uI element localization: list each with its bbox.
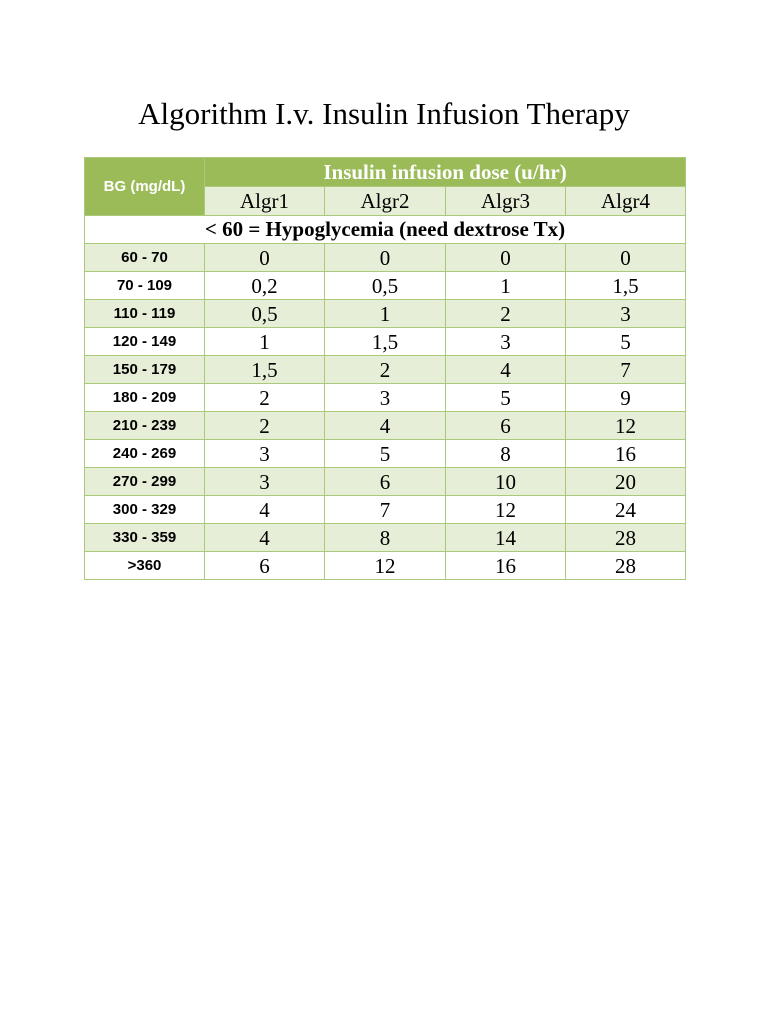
- dose-cell-algr2: 1: [325, 300, 446, 328]
- bg-range-cell: 180 - 209: [85, 384, 205, 412]
- dose-cell-algr3: 6: [446, 412, 566, 440]
- dose-cell-algr4: 5: [566, 328, 686, 356]
- bg-range-cell: >360: [85, 552, 205, 580]
- table-row: [85, 440, 686, 468]
- dose-column-header: Insulin infusion dose (u/hr): [205, 158, 686, 187]
- dose-cell-algr2: 8: [325, 524, 446, 552]
- dose-cell-algr2: 6: [325, 468, 446, 496]
- dose-cell-algr3: 0: [446, 244, 566, 272]
- dose-cell-algr2: 5: [325, 440, 446, 468]
- dose-cell-algr4: 3: [566, 300, 686, 328]
- bg-range-cell: 60 - 70: [85, 244, 205, 272]
- table-header-row: [85, 158, 686, 187]
- table-body: [85, 216, 686, 580]
- algorithm-1-header: Algr1: [205, 187, 325, 216]
- dose-cell-algr1: 6: [205, 552, 325, 580]
- bg-range-cell: 120 - 149: [85, 328, 205, 356]
- hypoglycemia-note: < 60 = Hypoglycemia (need dextrose Tx): [85, 216, 686, 244]
- dose-cell-algr1: 3: [205, 440, 325, 468]
- dose-cell-algr2: 3: [325, 384, 446, 412]
- bg-range-cell: 330 - 359: [85, 524, 205, 552]
- bg-column-header: BG (mg/dL): [85, 158, 205, 216]
- dose-cell-algr2: 1,5: [325, 328, 446, 356]
- dose-cell-algr3: 10: [446, 468, 566, 496]
- hypoglycemia-row: [85, 216, 686, 244]
- dose-cell-algr1: 1,5: [205, 356, 325, 384]
- bg-range-cell: 210 - 239: [85, 412, 205, 440]
- table-row: [85, 300, 686, 328]
- dose-cell-algr4: 28: [566, 524, 686, 552]
- dose-cell-algr1: 2: [205, 384, 325, 412]
- dose-cell-algr1: 4: [205, 524, 325, 552]
- dose-cell-algr2: 0: [325, 244, 446, 272]
- table-row: [85, 552, 686, 580]
- dose-cell-algr2: 0,5: [325, 272, 446, 300]
- bg-range-cell: 300 - 329: [85, 496, 205, 524]
- algorithm-3-header: Algr3: [446, 187, 566, 216]
- dose-cell-algr4: 7: [566, 356, 686, 384]
- dose-cell-algr4: 16: [566, 440, 686, 468]
- bg-range-cell: 270 - 299: [85, 468, 205, 496]
- dose-cell-algr3: 2: [446, 300, 566, 328]
- dose-cell-algr4: 28: [566, 552, 686, 580]
- bg-range-cell: 240 - 269: [85, 440, 205, 468]
- dose-cell-algr4: 1,5: [566, 272, 686, 300]
- dose-cell-algr4: 20: [566, 468, 686, 496]
- dose-cell-algr4: 0: [566, 244, 686, 272]
- dose-cell-algr1: 4: [205, 496, 325, 524]
- algorithm-4-header: Algr4: [566, 187, 686, 216]
- dose-cell-algr4: 9: [566, 384, 686, 412]
- table-row: [85, 524, 686, 552]
- bg-range-cell: 70 - 109: [85, 272, 205, 300]
- bg-range-cell: 150 - 179: [85, 356, 205, 384]
- dose-cell-algr3: 4: [446, 356, 566, 384]
- dose-cell-algr1: 0,2: [205, 272, 325, 300]
- insulin-dose-table: [84, 157, 686, 580]
- table-row: [85, 356, 686, 384]
- table-row: [85, 468, 686, 496]
- dose-cell-algr3: 8: [446, 440, 566, 468]
- table-row: [85, 328, 686, 356]
- dose-cell-algr3: 12: [446, 496, 566, 524]
- dose-cell-algr4: 12: [566, 412, 686, 440]
- dose-cell-algr1: 1: [205, 328, 325, 356]
- dose-cell-algr3: 16: [446, 552, 566, 580]
- table-row: [85, 496, 686, 524]
- dose-cell-algr3: 14: [446, 524, 566, 552]
- dose-cell-algr1: 0,5: [205, 300, 325, 328]
- table-row: [85, 272, 686, 300]
- dose-cell-algr1: 0: [205, 244, 325, 272]
- table-row: [85, 384, 686, 412]
- dose-cell-algr3: 3: [446, 328, 566, 356]
- dose-cell-algr1: 2: [205, 412, 325, 440]
- table-row: [85, 412, 686, 440]
- dose-cell-algr2: 2: [325, 356, 446, 384]
- table-row: [85, 244, 686, 272]
- bg-range-cell: 110 - 119: [85, 300, 205, 328]
- document-title: Algorithm I.v. Insulin Infusion Therapy: [138, 96, 630, 131]
- dose-cell-algr3: 5: [446, 384, 566, 412]
- algorithm-2-header: Algr2: [325, 187, 446, 216]
- dose-cell-algr2: 7: [325, 496, 446, 524]
- dose-cell-algr3: 1: [446, 272, 566, 300]
- dose-cell-algr1: 3: [205, 468, 325, 496]
- dose-cell-algr2: 12: [325, 552, 446, 580]
- dose-cell-algr2: 4: [325, 412, 446, 440]
- dose-cell-algr4: 24: [566, 496, 686, 524]
